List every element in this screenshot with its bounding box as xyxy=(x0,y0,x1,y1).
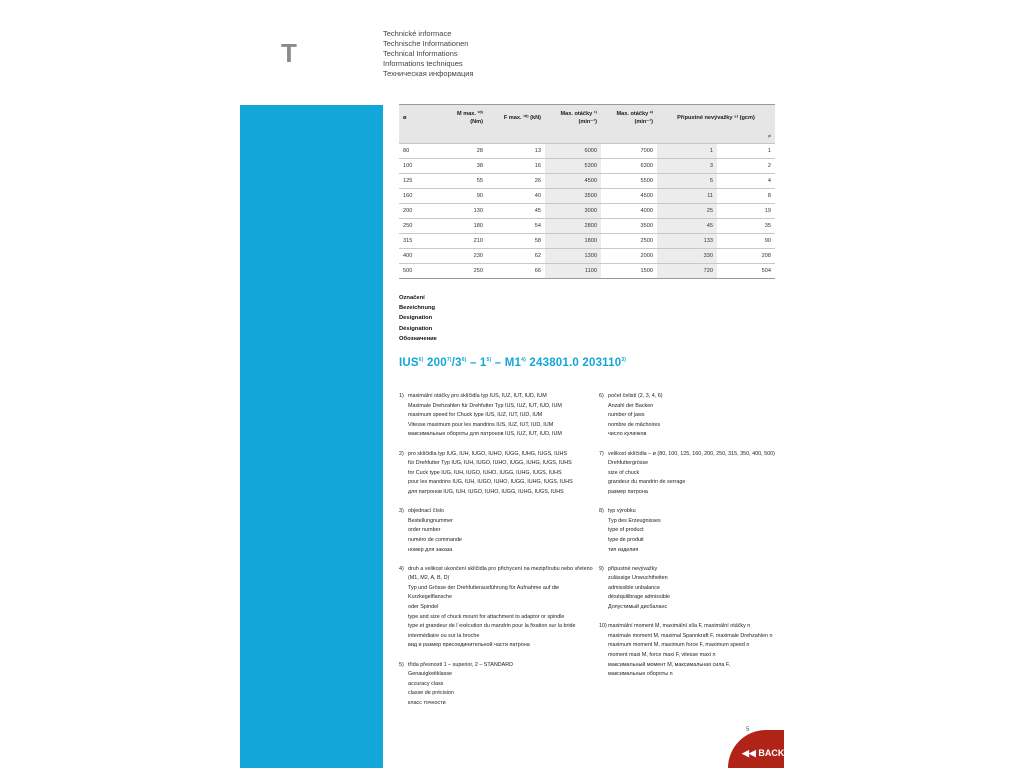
footnote xyxy=(399,661,599,709)
table-cell: 160 xyxy=(399,189,439,204)
table-cell: 7000 xyxy=(601,144,657,159)
footnote-line: velikost sklíčidla – ø (80, 100, 125, 160, 200, 250, 315, 350, 400, 500) xyxy=(608,450,775,457)
table-cell: 1500 xyxy=(601,264,657,279)
footnote-line: admissible unbalance xyxy=(608,584,660,591)
table-cell: 720 xyxy=(657,264,717,279)
table-cell: 133 xyxy=(657,234,717,249)
header-title-de: Technische Informationen xyxy=(383,39,469,48)
footnote-line: accuracy class xyxy=(408,680,444,687)
table-cell: 28 xyxy=(439,144,487,159)
table-cell: 3 xyxy=(657,159,717,174)
footnote-line: maximální moment M, maximální síla F, maximální otáčky n xyxy=(608,623,751,630)
footnote-number: 2) xyxy=(399,450,404,457)
designation-en: Designation xyxy=(399,315,433,322)
footnote-number: 7) xyxy=(599,450,604,457)
table-cell: 35 xyxy=(717,219,775,234)
footnote-line: максимальные обороты n xyxy=(608,671,673,678)
col-header-m-max: M max. ¹⁰⁾ (Nm) xyxy=(439,105,487,132)
footnote-line: maximale moment M, maximal Spannkraft F, maximale Drehzahlen n xyxy=(608,632,773,639)
back-arrows-icon: ◀◀ xyxy=(742,748,756,758)
table-row xyxy=(399,189,775,204)
footnote-line: přípustné nevývažky xyxy=(608,565,658,572)
footnote-line: число кулачков xyxy=(608,431,647,438)
footnote-number: 1) xyxy=(399,393,404,399)
footnote-line: déséquilibrage admissible xyxy=(608,594,671,601)
table-cell: 4 xyxy=(717,174,775,189)
table-cell: 6000 xyxy=(545,144,601,159)
footnote-line: order number xyxy=(408,527,441,534)
footnote xyxy=(599,450,784,498)
table-cell: 1800 xyxy=(545,234,601,249)
table-cell: 40 xyxy=(487,189,545,204)
footnote-first-line xyxy=(399,565,599,575)
table-cell: 16 xyxy=(487,159,545,174)
table-cell: 4500 xyxy=(601,189,657,204)
table-cell: 208 xyxy=(717,249,775,264)
table-cell: 26 xyxy=(487,174,545,189)
footnote-line: Anzahl der Backen xyxy=(608,402,654,409)
footnote-line: вид и размер присоединительной части патрона xyxy=(408,642,530,649)
footnote-first-line xyxy=(399,507,599,517)
footnote-line: Typ des Erzeugnisses xyxy=(608,517,661,524)
footnote-line: pro sklíčidla typ IUG, IUH, IUGO, IUHO, IUGG, IUHG, IUGS, IUHS xyxy=(408,450,568,457)
col-header-unbalance: Přípustné nevývažky ⁹⁾ (gcm) xyxy=(657,105,775,132)
table-cell: 13 xyxy=(487,144,545,159)
footnote-line: třída přesnosti 1 – superior, 2 – STANDARD xyxy=(408,661,514,668)
header-title-cz: Technické informace xyxy=(383,29,452,38)
table-cell: 54 xyxy=(487,219,545,234)
unbalance-sub-marker: ≠ xyxy=(717,131,775,144)
footnote xyxy=(599,392,784,440)
table-cell: 210 xyxy=(439,234,487,249)
table-cell: 500 xyxy=(399,264,439,279)
footnote-line: Drehfuttergrösse xyxy=(608,460,649,467)
footnote-line: номер для заказа xyxy=(408,546,453,553)
table-cell: 1300 xyxy=(545,249,601,264)
footnote-first-line xyxy=(599,565,784,575)
footnote-line: type of product xyxy=(608,527,644,534)
footnote-line: grandeur du mandrin de serrage xyxy=(608,479,686,486)
footnote-line: classe de précision xyxy=(408,690,454,697)
footnote-line: druh a velikost ukončení sklíčidla pro přichycení na mezipřírubu nebo vřeteno xyxy=(408,565,593,572)
table-cell: 2800 xyxy=(545,219,601,234)
back-button-content xyxy=(742,748,784,759)
footnote-line: size of chuck xyxy=(608,469,640,476)
footnote-line: nombre de mâchoires xyxy=(608,421,661,428)
table-cell: 200 xyxy=(399,204,439,219)
table-cell: 5 xyxy=(657,174,717,189)
footnote-line: класс точности xyxy=(408,700,446,706)
col-header-diameter: ø xyxy=(399,105,439,132)
table-cell: 3000 xyxy=(545,204,601,219)
footnote-line: для патронов IUG, IUH, IUGO, IUHO, IUGG, IUHG, IUGS, IUHS xyxy=(408,488,564,495)
footnote-line: typ výrobku xyxy=(608,508,636,515)
footnote-line: number of jaws xyxy=(608,412,645,419)
footnotes-right xyxy=(599,392,784,689)
table-cell: 5300 xyxy=(545,159,601,174)
footnote xyxy=(599,622,784,680)
footnote-line: Bestellungnummer xyxy=(408,517,453,524)
table-cell: 330 xyxy=(657,249,717,264)
table-cell: 25 xyxy=(657,204,717,219)
back-label: BACK xyxy=(758,748,785,758)
footnote-line: type de produit xyxy=(608,536,644,543)
table-cell: 90 xyxy=(717,234,775,249)
footnote-line: maximum moment M, maximum force F, maximum speed n xyxy=(608,642,750,649)
designation-de: Bezeichnung xyxy=(399,305,436,312)
table-cell: 2500 xyxy=(601,234,657,249)
footnote-line: oder Spindel xyxy=(408,604,439,611)
table-cell: 45 xyxy=(487,204,545,219)
table-row xyxy=(399,234,775,249)
table-cell: 504 xyxy=(717,264,775,279)
table-cell: 3500 xyxy=(545,189,601,204)
footnote-line: Vitesse maximum pour les mandrins IUS, IUZ, IUT, IUD, IUM xyxy=(408,421,554,428)
table-cell: 80 xyxy=(399,144,439,159)
table-cell: 45 xyxy=(657,219,717,234)
footnote-number: 8) xyxy=(599,508,604,515)
table-cell: 230 xyxy=(439,249,487,264)
footnote-first-line xyxy=(599,450,784,460)
table-row xyxy=(399,174,775,189)
table-cell: 62 xyxy=(487,249,545,264)
footnote-first-line xyxy=(399,661,599,671)
table-cell: 8 xyxy=(717,189,775,204)
table-cell: 2 xyxy=(717,159,775,174)
footnote-first-line xyxy=(399,450,599,460)
footnote-first-line xyxy=(599,507,784,517)
footnote-line: Genauigkeitklasse xyxy=(408,671,453,678)
footnote-line: numéro de commande xyxy=(408,536,462,543)
table-cell: 100 xyxy=(399,159,439,174)
table-cell: 2000 xyxy=(601,249,657,264)
footnote xyxy=(599,507,784,555)
col-header-f-max: F max. ¹⁰⁾ (kN) xyxy=(487,105,545,132)
footnote-line: Typ und Grösse der Drehfutterausführung für Aufnahme auf die Kurzkegelflansche xyxy=(408,584,560,601)
footnote-first-line xyxy=(599,622,784,632)
designation-fr: Désignation xyxy=(399,325,433,332)
table-cell: 1 xyxy=(717,144,775,159)
spec-table xyxy=(399,104,775,279)
footnote-line: for Cuck type IUG, IUH, IUGO, IUHO, IUGG, IUHG, IUGS, IUHS xyxy=(408,469,562,476)
footnote-line: počet čelistí (2, 3, 4, 6) xyxy=(608,393,663,399)
footnote-line: type et grandeur de l´exécution du mandrin pour la fixation sur la bride xyxy=(408,623,576,630)
table-cell: 90 xyxy=(439,189,487,204)
table-cell: 1 xyxy=(657,144,717,159)
footnote-line: (M1, M2, A, B, D) xyxy=(408,575,450,582)
footnote-line: максимальный момент M, максимальная сила F, xyxy=(608,661,731,668)
footnote-line: pour les mandrins IUG, IUH, IUGO, IUHO, IUGG, IUHG, IUGS, IUHS xyxy=(408,479,573,486)
table-subheader-row xyxy=(399,131,775,144)
designation-cz: Označení xyxy=(399,295,425,301)
footnote xyxy=(399,507,599,555)
table-header-row xyxy=(399,105,775,132)
designation-labels xyxy=(399,293,437,344)
footnote-line: zulässige Unwuchtheiten xyxy=(608,575,668,582)
footnote xyxy=(399,565,599,651)
table-cell: 66 xyxy=(487,264,545,279)
table-row xyxy=(399,204,775,219)
footnote-number: 3) xyxy=(399,508,404,515)
table-cell: 400 xyxy=(399,249,439,264)
footnote xyxy=(599,565,784,613)
table-cell: 125 xyxy=(399,174,439,189)
header-title-ru: Техническая информация xyxy=(383,69,474,78)
page-number: 5 xyxy=(746,727,750,733)
footnotes-left xyxy=(399,392,599,718)
table-cell: 38 xyxy=(439,159,487,174)
footnote-line: objednací číslo xyxy=(408,508,444,515)
table-row xyxy=(399,144,775,159)
footnote xyxy=(399,450,599,498)
footnote-number: 10) xyxy=(599,623,607,630)
table-cell: 6300 xyxy=(601,159,657,174)
footnote-line: type and size of chuck mount for attachment to adaptor or spindle xyxy=(408,613,565,620)
table-cell: 1100 xyxy=(545,264,601,279)
footnote-number: 5) xyxy=(399,661,404,668)
table-body xyxy=(399,144,775,279)
footnote-line: максимальные обороты для патронов IUS, IUZ, IUT, IUD, IUM xyxy=(408,431,562,438)
footnote-number: 6) xyxy=(599,393,604,399)
header-titles xyxy=(383,29,474,79)
footnote-first-line xyxy=(599,392,784,402)
section-letter: T xyxy=(281,38,297,68)
table-row xyxy=(399,264,775,279)
table-cell: 4500 xyxy=(545,174,601,189)
table-cell: 250 xyxy=(399,219,439,234)
designation-code-example: IUS$^{6)}$ 200$^{7)}$/3$^{6)}$ – 1$^{5)}$ – M1$^{4)}$ 243801.0 203110$^{3)}$ xyxy=(399,357,627,369)
footnote-line: maximum speed for Chuck type IUS, IUZ, IUT, IUD, IUM xyxy=(408,412,543,419)
footnote-line: Maximale Drehzahlen für Drehfutter Typ IUS, IUZ, IUT, IUD, IUM xyxy=(408,402,562,409)
footnote-line: размер патрона xyxy=(608,488,648,495)
footnote-first-line xyxy=(399,392,599,402)
table-cell: 58 xyxy=(487,234,545,249)
blue-side-band xyxy=(240,105,383,768)
header-title-en: Technical Informations xyxy=(383,49,458,58)
table-cell: 250 xyxy=(439,264,487,279)
table-cell: 130 xyxy=(439,204,487,219)
table-row xyxy=(399,249,775,264)
footnote-line: тип изделия xyxy=(608,546,639,553)
table-cell: 55 xyxy=(439,174,487,189)
table-row xyxy=(399,219,775,234)
table-cell: 5500 xyxy=(601,174,657,189)
table-cell: 4000 xyxy=(601,204,657,219)
table-cell: 19 xyxy=(717,204,775,219)
table-cell: 180 xyxy=(439,219,487,234)
table-row xyxy=(399,159,775,174)
footnote-number: 4) xyxy=(399,565,404,572)
footnote-line: intermédiaire ou sur la broche xyxy=(408,632,480,639)
designation-ru: Обозначение xyxy=(399,335,437,342)
col-header-max-speed-2: Max. otáčky ²⁾ (min⁻¹) xyxy=(601,105,657,132)
table-cell: 3500 xyxy=(601,219,657,234)
table-cell: 315 xyxy=(399,234,439,249)
footnote-line: maximální otáčky pro sklíčidla typ IUS, IUZ, IUT, IUD, IUM xyxy=(408,393,547,399)
footnote-line: moment maxi M, force maxi F, vitesse maxi n xyxy=(608,652,716,659)
header-title-fr: Informations techniques xyxy=(383,59,463,68)
footnote-line: Допустимый дисбаланс xyxy=(608,604,668,611)
footnote-number: 9) xyxy=(599,565,604,572)
footnote xyxy=(399,392,599,440)
footnote-line: für Drehfutter Typ IUG, IUH, IUGO, IUHO, IUGG, IUHG, IUGS, IUHS xyxy=(408,460,572,467)
table-cell: 11 xyxy=(657,189,717,204)
col-header-max-speed-1: Max. otáčky ¹⁾ (min⁻¹) xyxy=(545,105,601,132)
